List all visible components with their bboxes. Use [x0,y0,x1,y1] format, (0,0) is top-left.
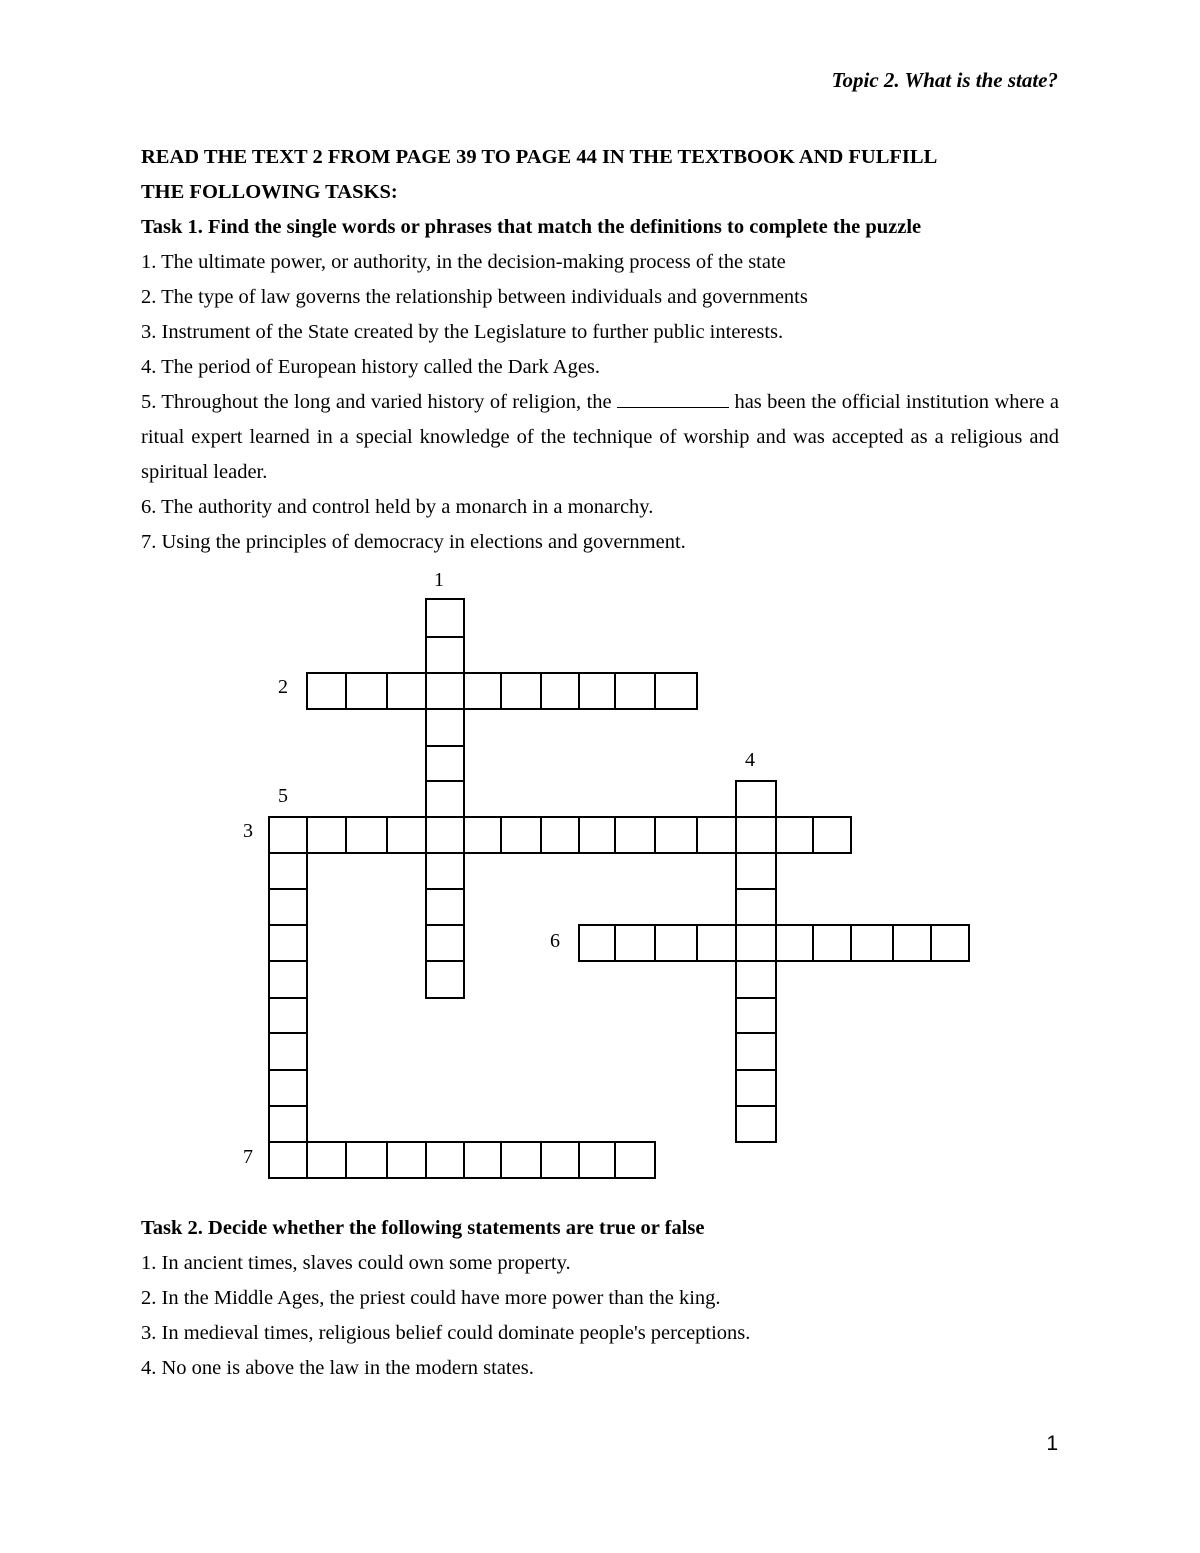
crossword-cell-word-5[interactable] [268,924,308,962]
crossword-cell-word-4[interactable] [735,780,777,818]
clue-number-5: 5 [278,785,288,807]
crossword-cell-word-4[interactable] [735,997,777,1034]
clue-number-2: 2 [278,676,288,698]
clue-5-end: has been the official institution where a ritual expert learned in a special knowledge of the technique of worship and was accepted as a religious and spiritual leader. [141,391,1060,483]
running-header: Topic 2. What is the state? [831,68,1058,92]
crossword-cell-word-5[interactable] [268,997,308,1034]
statement-2: 2. In the Middle Ages, the priest could have more power than the king. [141,1287,721,1309]
clue-number-7: 7 [243,1146,253,1168]
crossword-cell-word-1[interactable] [425,888,465,926]
crossword-cell-word-2[interactable] [345,672,388,710]
clue-number-1: 1 [434,569,444,591]
crossword-cell-word-3[interactable] [775,816,814,854]
crossword-cell-word-5[interactable] [268,960,308,999]
crossword-cell-word-6[interactable] [850,924,894,962]
crossword-cell-word-7[interactable] [500,1141,542,1179]
crossword-cell-word-3[interactable] [500,816,542,854]
crossword-cell-word-4[interactable] [735,888,777,926]
crossword-cell-word-5[interactable] [268,852,308,890]
crossword-cell-word-1[interactable] [425,780,465,818]
crossword-cell-word-6[interactable] [930,924,970,962]
statement-3: 3. In medieval times, religious belief could dominate people's perceptions. [141,1322,751,1344]
crossword-cell-word-6[interactable] [812,924,852,962]
crossword-cell-word-3[interactable] [268,816,308,854]
task2-heading: Task 2. Decide whether the following statements are true or false [141,1217,705,1239]
instruction-line-1: READ THE TEXT 2 FROM PAGE 39 TO PAGE 44 IN THE TEXTBOOK AND FULFILL [141,146,938,168]
crossword-cell-word-5[interactable] [268,1032,308,1071]
crossword-cell-word-4[interactable] [735,1032,777,1071]
crossword-cell-word-3[interactable] [735,816,777,854]
crossword-cell-word-7[interactable] [578,1141,616,1179]
clue-4: 4. The period of European history called the Dark Ages. [141,356,601,378]
task2-section [141,1211,1059,1386]
crossword-cell-word-3[interactable] [614,816,656,854]
crossword-cell-word-1[interactable] [425,816,465,854]
clue-number-4: 4 [745,749,755,771]
crossword-cell-word-3[interactable] [812,816,852,854]
crossword-cell-word-2[interactable] [306,672,347,710]
clue-5 [141,385,1059,490]
crossword-cell-word-7[interactable] [463,1141,502,1179]
crossword-cell-word-5[interactable] [268,1141,308,1179]
crossword-cell-word-1[interactable] [425,598,465,638]
crossword-cell-word-4[interactable] [735,1105,777,1143]
crossword-cell-word-7[interactable] [306,1141,347,1179]
crossword-cell-word-6[interactable] [654,924,698,962]
crossword-cell-word-1[interactable] [425,924,465,962]
crossword-cell-word-2[interactable] [463,672,502,710]
clue-5-start: 5. Throughout the long and varied history of religion, the [141,391,612,413]
crossword-cell-word-7[interactable] [345,1141,388,1179]
instruction-line-2: THE FOLLOWING TASKS: [141,181,398,203]
crossword-cell-word-3[interactable] [654,816,698,854]
clue-number-3: 3 [243,820,253,842]
crossword-cell-word-6[interactable] [892,924,932,962]
crossword-cell-word-4[interactable] [735,1069,777,1107]
crossword-cell-word-5[interactable] [268,888,308,926]
crossword-cell-word-6[interactable] [775,924,814,962]
task1-section [141,140,1059,560]
crossword-cell-word-2[interactable] [578,672,616,710]
crossword-cell-word-2[interactable] [654,672,698,710]
crossword-cell-word-3[interactable] [696,816,737,854]
clue-5-blank [617,393,729,408]
crossword-cell-word-1[interactable] [425,960,465,999]
crossword-cell-word-1[interactable] [425,745,465,782]
crossword-cell-word-3[interactable] [540,816,580,854]
crossword-cell-word-6[interactable] [578,924,616,962]
crossword-cell-word-3[interactable] [386,816,427,854]
crossword-cell-word-7[interactable] [425,1141,465,1179]
crossword-cell-word-2[interactable] [540,672,580,710]
crossword-cell-word-3[interactable] [463,816,502,854]
crossword-cell-word-7[interactable] [386,1141,427,1179]
crossword-cell-word-1[interactable] [425,708,465,747]
statement-4: 4. No one is above the law in the modern states. [141,1357,534,1379]
crossword-cell-word-7[interactable] [540,1141,580,1179]
crossword-cell-word-2[interactable] [614,672,656,710]
clue-3: 3. Instrument of the State created by the Legislature to further public interests. [141,321,784,343]
clue-2: 2. The type of law governs the relationship between individuals and governments [141,286,808,308]
page-number: 1 [1046,1432,1058,1455]
crossword-cell-word-5[interactable] [268,1105,308,1143]
clue-6: 6. The authority and control held by a monarch in a monarchy. [141,496,654,518]
crossword-cell-word-5[interactable] [268,1069,308,1107]
clue-7: 7. Using the principles of democracy in elections and government. [141,531,686,553]
crossword-cell-word-3[interactable] [306,816,347,854]
crossword-cell-word-1[interactable] [425,852,465,890]
crossword-cell-word-6[interactable] [614,924,656,962]
crossword-cell-word-4[interactable] [735,924,777,962]
crossword-cell-word-1[interactable] [425,672,465,710]
crossword-cell-word-3[interactable] [578,816,616,854]
crossword-cell-word-7[interactable] [614,1141,656,1179]
statement-1: 1. In ancient times, slaves could own some property. [141,1252,571,1274]
clue-1: 1. The ultimate power, or authority, in the decision-making process of the state [141,251,786,273]
crossword-cell-word-4[interactable] [735,960,777,999]
crossword-cell-word-1[interactable] [425,636,465,674]
crossword-cell-word-2[interactable] [386,672,427,710]
crossword-cell-word-6[interactable] [696,924,737,962]
clue-number-6: 6 [550,930,560,952]
crossword-cell-word-3[interactable] [345,816,388,854]
crossword-cell-word-2[interactable] [500,672,542,710]
task1-heading: Task 1. Find the single words or phrases that match the definitions to complete the puzzle [141,216,922,238]
crossword-cell-word-4[interactable] [735,852,777,890]
